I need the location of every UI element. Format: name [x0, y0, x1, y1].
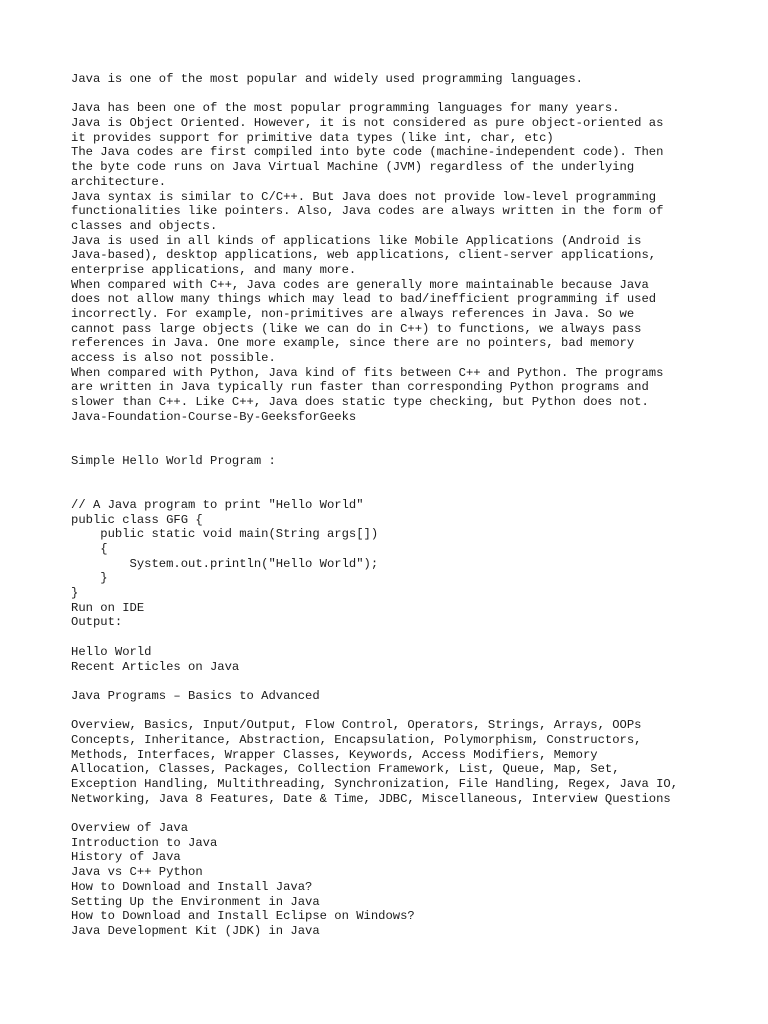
text-line: references in Java. One more example, since there are no pointers, bad memory: [71, 336, 635, 351]
blank-line: [71, 425, 731, 440]
text-line: Recent Articles on Java: [71, 659, 240, 674]
text-line: Java is used in all kinds of applications like Mobile Applications (Android is: [71, 233, 642, 248]
text-line: Java vs C++ Python: [71, 865, 203, 880]
text-line: Run on IDE: [71, 600, 145, 615]
text-line: {: [71, 542, 108, 556]
text-line: }: [71, 571, 108, 586]
text-line: Exception Handling, Multithreading, Synchronization, File Handling, Regex, Java IO,: [71, 777, 679, 791]
text-line: Methods, Interfaces, Wrapper Classes, Keywords, Access Modifiers, Memory: [71, 747, 598, 762]
text-line: enterprise applications, and many more.: [71, 262, 357, 277]
text-line: Concepts, Inheritance, Abstraction, Encapsulation, Polymorphism, Constructors,: [71, 732, 642, 747]
text-line: are written in Java typically run faster than corresponding Python programs and: [71, 380, 649, 395]
text-line: Java has been one of the most popular programming languages for many years.: [71, 101, 620, 116]
text-line: classes and objects.: [71, 218, 218, 233]
text-line: Overview of Java: [71, 821, 189, 836]
text-line: access is also not possible.: [71, 351, 276, 366]
text-line: Java is one of the most popular and widely used programming languages.: [71, 72, 583, 86]
text-line: the byte code runs on Java Virtual Machine (JVM) regardless of the underlying: [71, 160, 635, 175]
text-line: Networking, Java 8 Features, Date & Time, JDBC, Miscellaneous, Interview Questions: [71, 791, 671, 806]
text-line: System.out.println("Hello World");: [71, 556, 379, 571]
text-line: Simple Hello World Program :: [71, 453, 276, 468]
document-body: [71, 72, 731, 939]
blank-line: [71, 483, 731, 498]
text-line: cannot pass large objects (like we can do in C++) to functions, we always pass: [71, 321, 642, 336]
text-line: History of Java: [71, 850, 181, 865]
text-line: Java syntax is similar to C/C++. But Java does not provide low-level programming: [71, 189, 657, 204]
text-line: it provides support for primitive data types (like int, char, etc): [71, 130, 554, 145]
text-line: How to Download and Install Java?: [71, 879, 313, 894]
blank-line: [71, 469, 731, 484]
text-line: public class GFG {: [71, 512, 203, 527]
text-line: Introduction to Java: [71, 835, 218, 850]
text-line: The Java codes are first compiled into byte code (machine-independent code). Then: [71, 145, 664, 160]
blank-line: [71, 674, 731, 689]
text-line: functionalities like pointers. Also, Java codes are always written in the form of: [71, 204, 664, 219]
text-line: Overview, Basics, Input/Output, Flow Control, Operators, Strings, Arrays, OOPs: [71, 718, 642, 733]
text-line: Java Development Kit (JDK) in Java: [71, 923, 320, 938]
text-line: When compared with Python, Java kind of fits between C++ and Python. The programs: [71, 365, 664, 380]
text-line: Hello World: [71, 644, 152, 659]
text-line: architecture.: [71, 174, 167, 189]
text-line: Java-based), desktop applications, web applications, client-server applications,: [71, 248, 657, 263]
text-line: does not allow many things which may lead to bad/inefficient programming if used: [71, 292, 657, 307]
text-line: Java-Foundation-Course-By-GeeksforGeeks: [71, 409, 357, 424]
text-line: Java is Object Oriented. However, it is not considered as pure object-oriented as: [71, 116, 664, 131]
text-line: When compared with C++, Java codes are generally more maintainable because Java: [71, 277, 649, 292]
text-line: Java Programs – Basics to Advanced: [71, 688, 320, 703]
blank-line: [71, 630, 731, 645]
text-line: // A Java program to print "Hello World": [71, 497, 364, 512]
blank-line: [71, 439, 731, 454]
text-line: Setting Up the Environment in Java: [71, 894, 320, 909]
blank-line: [71, 87, 731, 102]
text-line: public static void main(String args[]): [71, 527, 379, 542]
text-line: How to Download and Install Eclipse on Windows?: [71, 909, 415, 924]
text-line: }: [71, 586, 79, 601]
text-line: Output:: [71, 615, 123, 630]
text-line: incorrectly. For example, non-primitives are always references in Java. So we: [71, 307, 635, 321]
text-line: slower than C++. Like C++, Java does static type checking, but Python does not.: [71, 395, 649, 410]
blank-line: [71, 704, 731, 719]
text-line: Allocation, Classes, Packages, Collection Framework, List, Queue, Map, Set,: [71, 762, 620, 777]
blank-line: [71, 806, 731, 821]
